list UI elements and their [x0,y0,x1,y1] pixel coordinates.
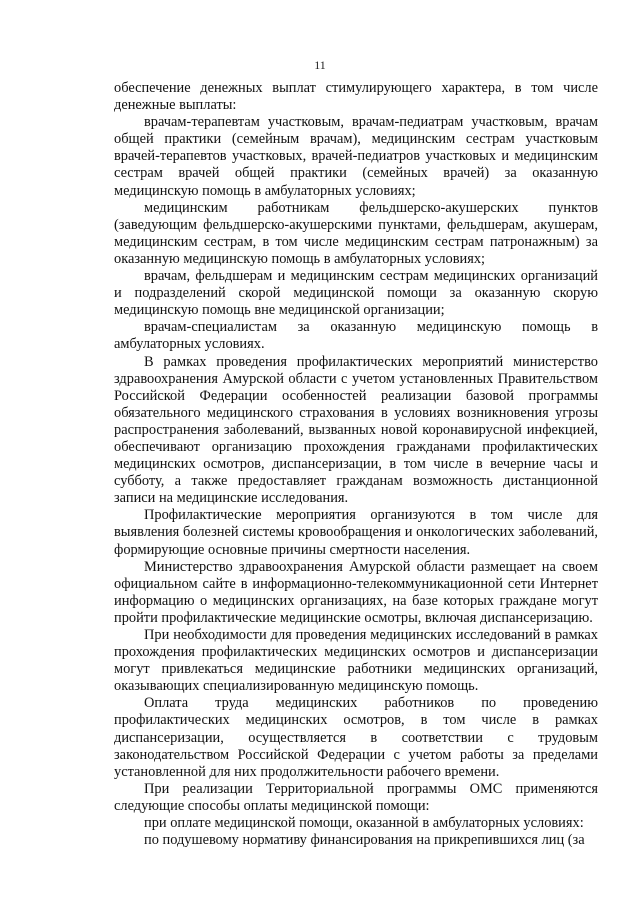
document-body [114,80,598,849]
paragraph: Профилактические мероприятия организуются в том числе для выявления болезней системы кровообращения и онкологических заболеваний, формирующие основные причины смертности населения. [114,507,598,558]
paragraph: врачам-терапевтам участковым, врачам-педиатрам участковым, врачам общей практики (семейным врачам), медицинским сестрам участковым врачей-терапевтов участковых, врачей-педиатров участковых и медицинским сестрам врачей общей практики (семейных врачей) за оказанную медицинскую помощь в амбулаторных условиях; [114,114,598,199]
paragraph: медицинским работникам фельдшерско-акушерских пунктов (заведующим фельдшерско-акушерскими пунктами, фельдшерам, акушерам, медицинским сестрам, в том числе медицинским сестрам патронажным) за оказанную медицинскую помощь в амбулаторных условиях; [114,199,598,267]
page-number: 11 [314,58,326,72]
paragraph: при оплате медицинской помощи, оказанной в амбулаторных условиях: [144,815,584,832]
paragraph: В рамках проведения профилактических мероприятий министерство здравоохранения Амурской области с учетом установленных Правительством Российской Федерации особенностей реализации базовой программы обязательного медицинского страхования в условиях возникновения угрозы распространения заболеваний, вызванных новой коронавирусной инфекцией, обеспечивают организацию прохождения гражданами профилактических медицинских осмотров, диспансеризации, в том числе в вечерние часы и субботу, а также предоставляет гражданам возможность дистанционной записи на медицинские исследования. [114,353,598,507]
paragraph: врачам, фельдшерам и медицинским сестрам медицинских организаций и подразделений скорой медицинской помощи за оказанную скорую медицинскую помощь вне медицинской организации; [114,268,598,319]
paragraph: При реализации Территориальной программы ОМС применяются следующие способы оплаты медицинской помощи: [114,780,598,814]
paragraph: При необходимости для проведения медицинских исследований в рамках прохождения профилактических медицинских осмотров и диспансеризации могут привлекаться медицинские работники медицинских организаций, оказывающих специализированную медицинскую помощь. [114,627,598,695]
paragraph: врачам-специалистам за оказанную медицинскую помощь в амбулаторных условиях. [114,319,598,353]
paragraph: по подушевому нормативу финансирования на прикрепившихся лиц (за [144,832,585,849]
paragraph: Министерство здравоохранения Амурской области размещает на своем официальном сайте в информационно-телекоммуникационной сети Интернет информацию о медицинских организациях, на базе которых граждане могут пройти профилактические медицинские осмотры, включая диспансеризацию. [114,558,598,626]
paragraph: обеспечение денежных выплат стимулирующего характера, в том числе денежные выплаты: [114,80,598,114]
paragraph: Оплата труда медицинских работников по проведению профилактических медицинских осмотров, в том числе в рамках диспансеризации, осуществляется в соответствии с трудовым законодательством Российской Федерации с учетом работы за пределами установленной для них продолжительности рабочего времени. [114,695,598,780]
